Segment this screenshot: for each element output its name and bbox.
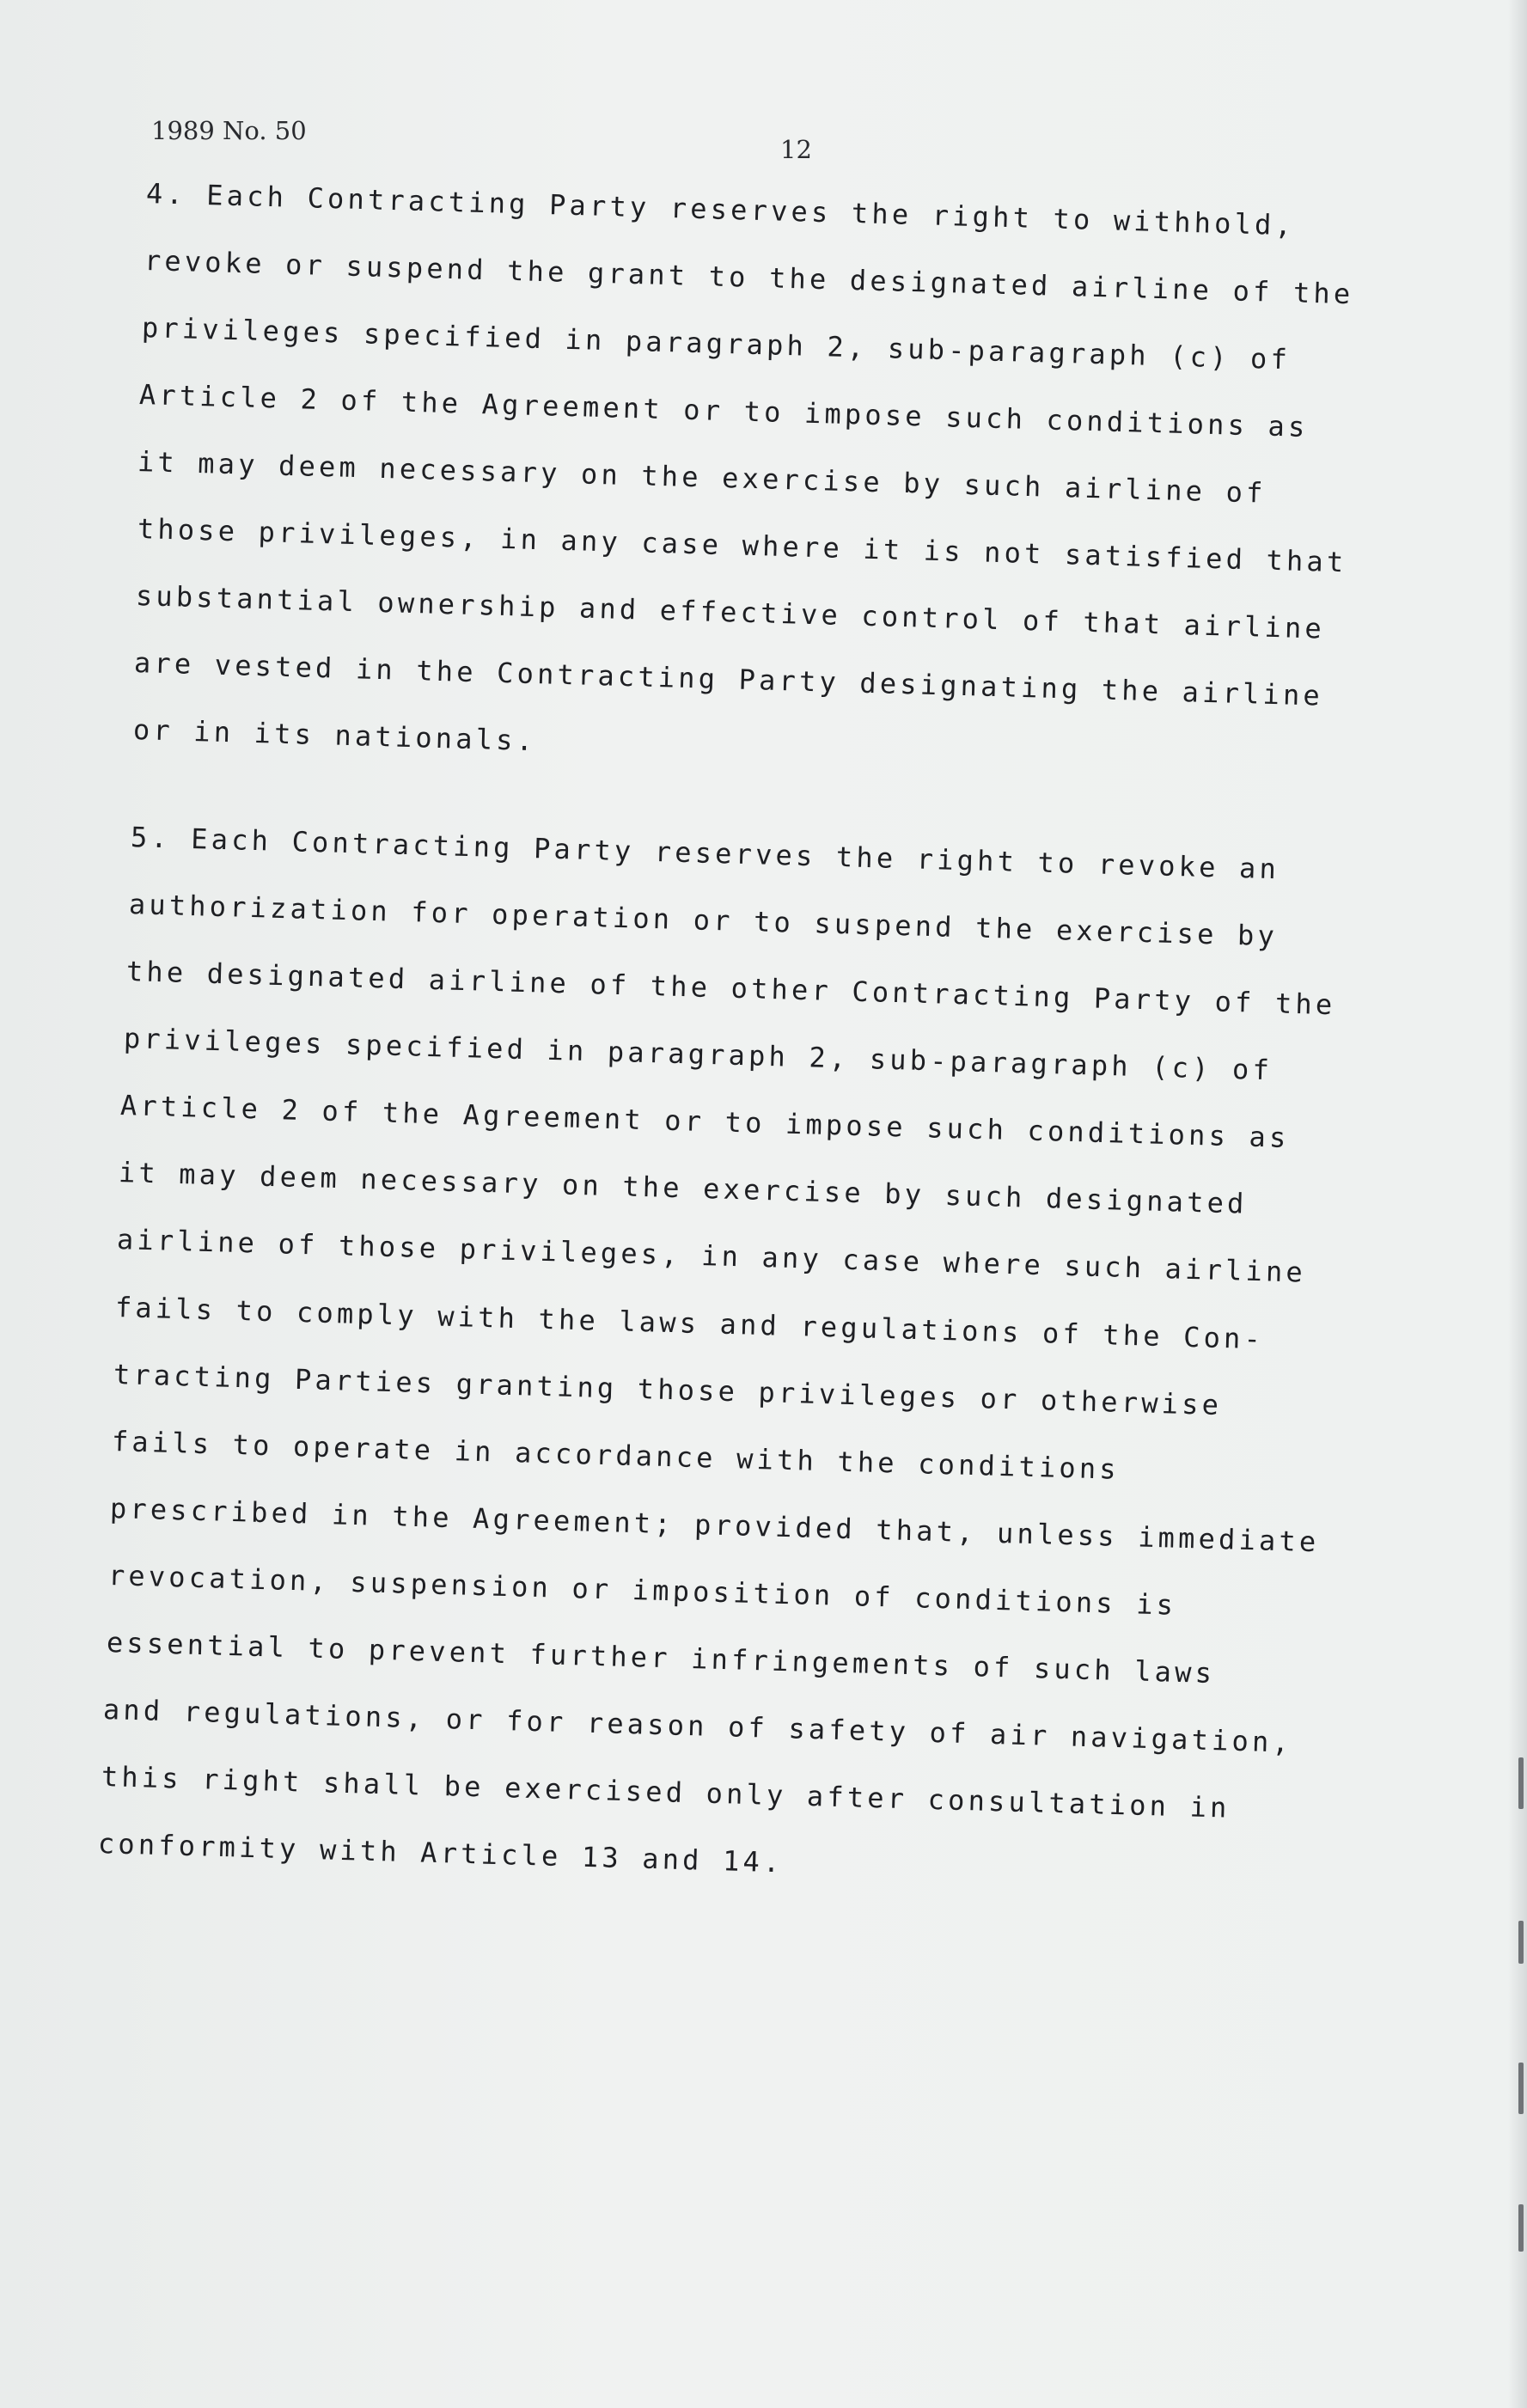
text-line: fails to comply with the laws and regulations of the Con-	[114, 1291, 1265, 1356]
text-line: the designated airline of the other Contracting Party of the	[125, 955, 1336, 1022]
text-line: prescribed in the Agreement; provided that, unless immediate	[109, 1492, 1320, 1559]
binding-staple	[1518, 2204, 1524, 2252]
text-line: Article 2 of the Agreement or to impose such conditions as	[138, 378, 1310, 443]
text-line: 5. Each Contracting Party reserves the right to revoke an	[130, 821, 1280, 886]
text-line: essential to prevent further infringements of such laws	[106, 1626, 1216, 1690]
binding-staple	[1518, 1757, 1524, 1809]
text-line: or in its nationals.	[132, 713, 537, 758]
text-line: revocation, suspension or imposition of conditions is	[107, 1559, 1177, 1622]
binding-staple	[1518, 2063, 1524, 2114]
text-line: 4. Each Contracting Party reserves the right to withhold,	[145, 177, 1296, 242]
text-line: authorization for operation or to suspend the exercise by	[128, 888, 1279, 953]
text-line: are vested in the Contracting Party designating the airline	[133, 646, 1324, 712]
text-line: Article 2 of the Agreement or to impose such conditions as	[119, 1089, 1291, 1154]
text-line: it may deem necessary on the exercise by such airline of	[137, 445, 1267, 510]
text-line: conformity with Article 13 and 14.	[97, 1827, 785, 1879]
binding-staple	[1518, 1921, 1524, 1964]
text-line: and regulations, or for reason of safety of air navigation,	[102, 1693, 1293, 1759]
text-line: it may deem necessary on the exercise by such designated	[118, 1156, 1249, 1220]
text-line: substantial ownership and effective control of that airline	[135, 579, 1326, 645]
text-line: those privileges, in any case where it is not satisfied that	[137, 512, 1347, 579]
text-line: airline of those privileges, in any case where such airline	[116, 1223, 1307, 1289]
text-line: fails to operate in accordance with the conditions	[111, 1425, 1121, 1486]
text-line: privileges specified in paragraph 2, sub-paragraph (c) of	[141, 311, 1292, 376]
binding-edge	[1508, 0, 1527, 2408]
text-line: revoke or suspend the grant to the designated airline of the	[144, 244, 1354, 311]
page-number: 12	[780, 135, 812, 164]
text-line: this right shall be exercised only after consultation in	[101, 1760, 1231, 1824]
document-citation: 1989 No. 50	[151, 116, 307, 145]
text-line: tracting Parties granting those privileges or otherwise	[113, 1358, 1223, 1422]
text-line: privileges specified in paragraph 2, sub-paragraph (c) of	[123, 1022, 1274, 1087]
